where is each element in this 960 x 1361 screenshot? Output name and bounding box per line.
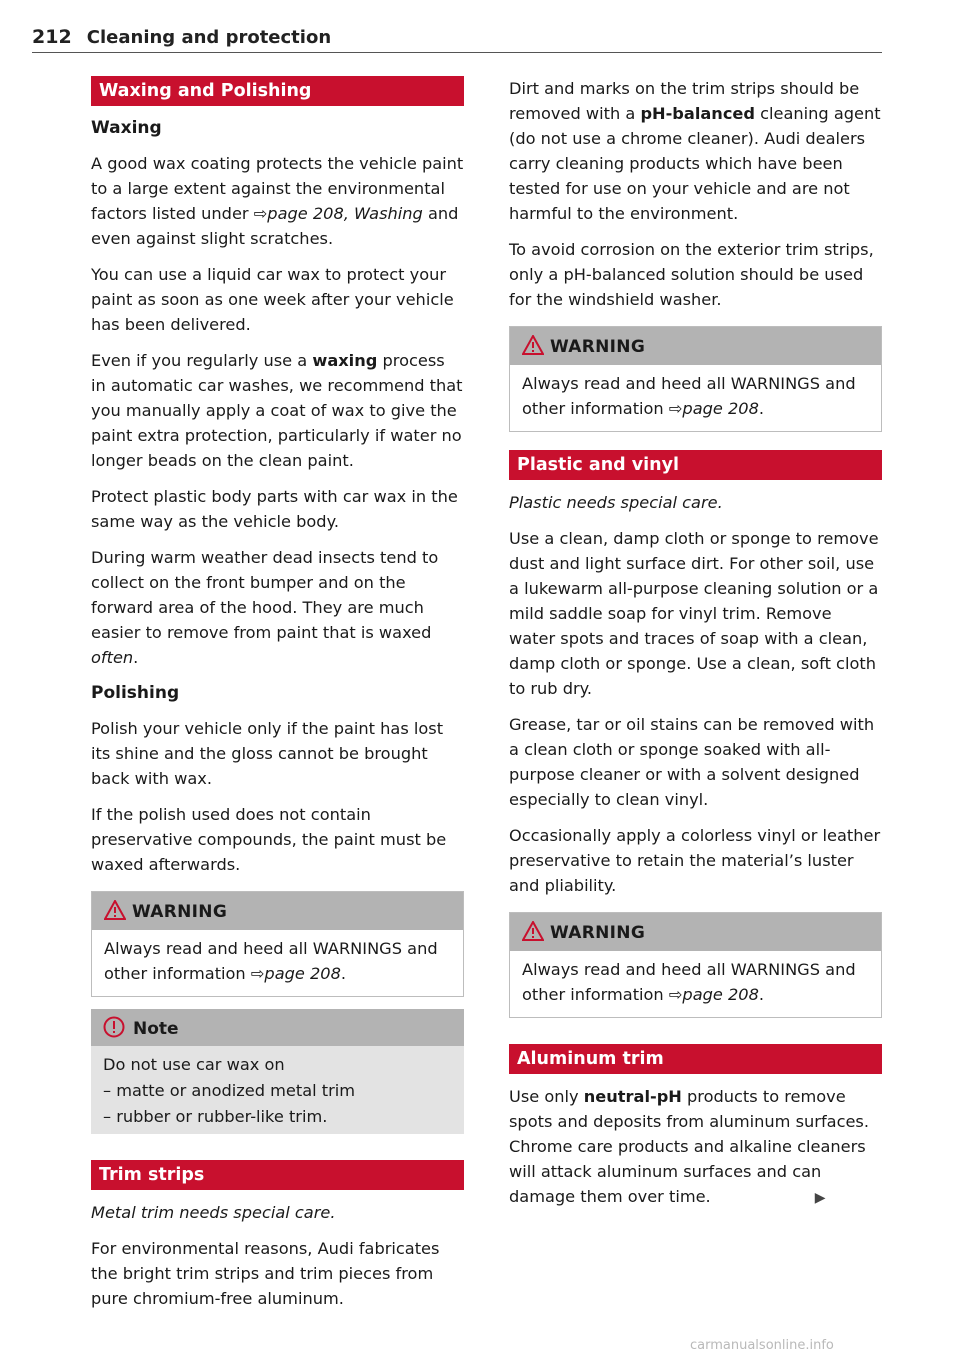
arrow-ref-icon: ⇨ [253, 204, 268, 223]
paragraph-preservative: If the polish used does not contain preservative compounds, the paint must be waxed afterwards. [91, 805, 447, 874]
paragraph-stains: Grease, tar or oil stains can be removed with a clean cloth or sponge soaked with all-purpose cleaner or with a solvent designed especially to clean vinyl. [509, 715, 875, 809]
warning-box [509, 326, 882, 432]
paragraph-trim-cleaning: Dirt and marks on the trim strips should be removed with a pH-balanced cleaning agent (do not use a chrome cleaner). Audi dealers carry cleaning products which have been tested for use on your vehicle and are not harmful to the environment. [509, 79, 881, 223]
paragraph-damp-cloth: Use a clean, damp cloth or sponge to remove dust and light surface dirt. For other soil, use a lukewarm all-purpose cleaning solution or a mild saddle soap for vinyl trim. Remove water spots and traces of soap with a clean, damp cloth or sponge. Use a clean, soft cloth to rub dry. [509, 529, 879, 698]
note-line: – rubber or rubber-like trim. [103, 1107, 328, 1126]
trim-intro: Metal trim needs special care. [91, 1203, 336, 1222]
paragraph-insects: During warm weather dead insects tend to collect on the front bumper and on the forward area of the hood. They are much easier to remove from paint that is waxed often. [91, 548, 439, 667]
page-ref-link[interactable]: page 208 [264, 964, 341, 983]
page-ref-link[interactable]: page 208, Washing [267, 204, 423, 223]
paragraph-neutral-ph: Use only neutral-pH products to remove spots and deposits from aluminum surfaces. Chrome care products and alkaline cleaners will attack aluminum surfaces and can damage them over time. ▶ [509, 1084, 882, 1211]
warning-box [509, 912, 882, 1018]
page-header [32, 26, 882, 53]
plastic-intro: Plastic needs special care. [509, 493, 723, 512]
paragraph-liquid-wax: You can use a liquid car wax to protect your paint as soon as one week after your vehicle has been delivered. [91, 265, 454, 334]
note-box [91, 1009, 464, 1134]
paragraph-polish: Polish your vehicle only if the paint has lost its shine and the gloss cannot be brought back with wax. [91, 719, 444, 788]
section-title-waxing-polishing: Waxing and Polishing [91, 76, 464, 106]
watermark: carmanualsonline.info [690, 1338, 834, 1353]
warning-header: WARNING [510, 327, 881, 365]
note-info-icon [103, 1016, 125, 1038]
warning-text: Always read and heed all WARNINGS and other information ⇨page 208. [522, 374, 856, 418]
page-ref-link[interactable]: page 208 [682, 399, 759, 418]
paragraph-aluminum-fabrication: For environmental reasons, Audi fabricates the bright trim strips and trim pieces from pure chromium-free aluminum. [91, 1239, 440, 1308]
note-line: – matte or anodized metal trim [103, 1081, 356, 1100]
paragraph-regular-waxing: Even if you regularly use a waxing process in automatic car washes, we recommend that you manually apply a coat of wax to give the paint extra protection, particularly if water no longer beads on the clean paint. [91, 351, 463, 470]
warning-triangle-icon [522, 335, 544, 355]
right-column [509, 76, 882, 1222]
paragraph-wax-coating: A good wax coating protects the vehicle paint to a large extent against the environmental factors listed under ⇨page 208, Washing and even against slight scratches. [91, 154, 464, 248]
note-header: Note [91, 1009, 464, 1046]
paragraph-corrosion: To avoid corrosion on the exterior trim strips, only a pH-balanced solution should be used for the windshield washer. [509, 240, 874, 309]
arrow-ref-icon: ⇨ [668, 985, 683, 1004]
page-number: 212 [32, 26, 72, 48]
subheading-waxing: Waxing [91, 118, 162, 138]
section-title-trim-strips: Trim strips [91, 1160, 464, 1190]
continue-arrow-icon: ▶ [814, 1190, 826, 1206]
page-ref-link[interactable]: page 208 [682, 985, 759, 1004]
paragraph-plastic-parts: Protect plastic body parts with car wax in the same way as the vehicle body. [91, 487, 458, 531]
warning-header: WARNING [92, 892, 463, 930]
arrow-ref-icon: ⇨ [250, 964, 265, 983]
warning-box [91, 891, 464, 997]
section-title-plastic-vinyl: Plastic and vinyl [509, 450, 882, 480]
warning-triangle-icon [522, 921, 544, 941]
warning-text: Always read and heed all WARNINGS and other information ⇨page 208. [522, 960, 856, 1004]
warning-text: Always read and heed all WARNINGS and other information ⇨page 208. [104, 939, 438, 983]
section-title-aluminum-trim: Aluminum trim [509, 1044, 882, 1074]
arrow-ref-icon: ⇨ [668, 399, 683, 418]
note-line: Do not use car wax on [103, 1055, 285, 1074]
left-column [91, 76, 464, 1322]
subheading-polishing: Polishing [91, 683, 180, 703]
paragraph-preservative-vinyl: Occasionally apply a colorless vinyl or leather preservative to retain the material’s luster and pliability. [509, 826, 881, 895]
warning-triangle-icon [104, 900, 126, 920]
warning-header: WARNING [510, 913, 881, 951]
chapter-title: Cleaning and protection [86, 27, 332, 48]
